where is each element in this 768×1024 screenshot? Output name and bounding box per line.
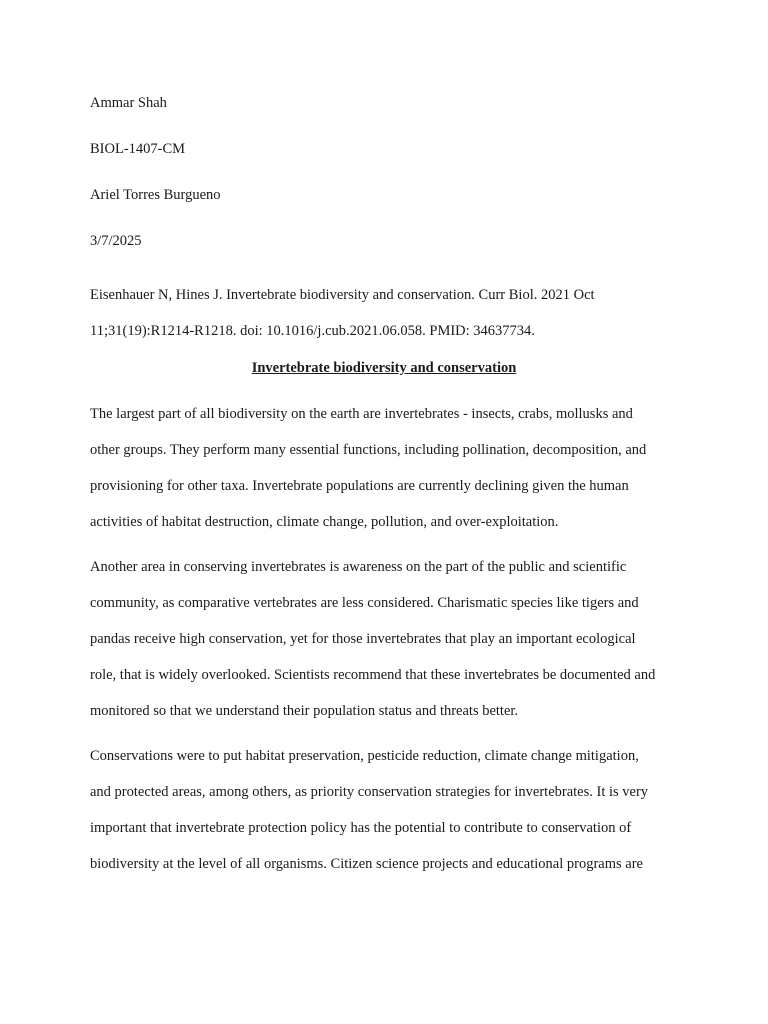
student-name: Ammar Shah xyxy=(90,95,167,111)
paragraph-line: provisioning for other taxa. Invertebrate populations are currently declining given the human xyxy=(90,478,629,494)
course-code: BIOL-1407-CM xyxy=(90,141,186,157)
paragraph-line: Conservations were to put habitat preservation, pesticide reduction, climate change mitigation, xyxy=(90,748,639,764)
paragraph-2 xyxy=(90,549,690,729)
instructor-name: Ariel Torres Burgueno xyxy=(90,187,221,203)
citation-line: Eisenhauer N, Hines J. Invertebrate biodiversity and conservation. Curr Biol. 2021 Oct xyxy=(90,287,595,303)
paragraph-line: monitored so that we understand their population status and threats better. xyxy=(90,703,519,719)
citation-line: 11;31(19):R1214-R1218. doi: 10.1016/j.cub.2021.06.058. PMID: 34637734. xyxy=(90,323,535,339)
paragraph-line: Another area in conserving invertebrates is awareness on the part of the public and scientific xyxy=(90,559,627,575)
paragraph-line: community, as comparative vertebrates are less considered. Charismatic species like tigers and xyxy=(90,595,639,611)
paragraph-line: The largest part of all biodiversity on the earth are invertebrates - insects, crabs, mollusks and xyxy=(90,406,633,422)
paragraph-line: biodiversity at the level of all organisms. Citizen science projects and educational programs are xyxy=(90,856,643,872)
paragraph-line: and protected areas, among others, as priority conservation strategies for invertebrates. It is very xyxy=(90,784,649,800)
paragraph-3 xyxy=(90,738,690,882)
paragraph-line: role, that is widely overlooked. Scientists recommend that these invertebrates be documented and xyxy=(90,667,656,683)
paragraph-1 xyxy=(90,396,690,540)
paragraph-line: activities of habitat destruction, climate change, pollution, and over-exploitation. xyxy=(90,514,559,530)
citation xyxy=(90,277,690,349)
document-title: Invertebrate biodiversity and conservation xyxy=(251,360,517,376)
paragraph-line: important that invertebrate protection policy has the potential to contribute to conservation of xyxy=(90,820,632,836)
date: 3/7/2025 xyxy=(90,233,142,249)
paragraph-line: other groups. They perform many essential functions, including pollination, decomposition, and xyxy=(90,442,647,458)
paragraph-line: pandas receive high conservation, yet for those invertebrates that play an important ecological xyxy=(90,631,636,647)
